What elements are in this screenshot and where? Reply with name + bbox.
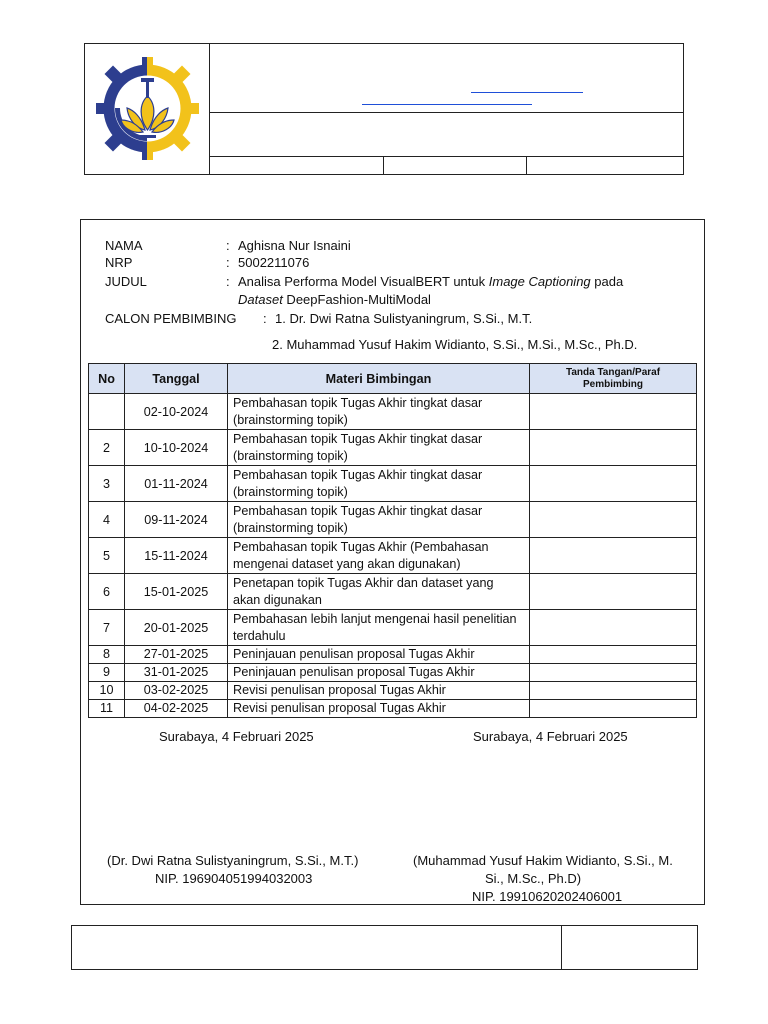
row-date: 10-10-2024 [125,430,228,466]
table-row [89,430,697,466]
header-tanda-tangan: Tanda Tangan/Paraf Pembimbing [530,364,697,394]
row-materi: Revisi penulisan proposal Tugas Akhir [228,700,530,718]
row-no: 10 [89,682,125,700]
header-divider-h1 [209,112,684,113]
table-row [89,700,697,718]
row-signature-cell[interactable] [530,646,697,664]
row-signature-cell[interactable] [530,466,697,502]
row-materi: Peninjauan penulisan proposal Tugas Akhir [228,646,530,664]
row-signature-cell[interactable] [530,700,697,718]
left-place-date: Surabaya, 4 Februari 2025 [159,729,314,744]
right-place-date: Surabaya, 4 Februari 2025 [473,729,628,744]
row-no: 9 [89,664,125,682]
row-no: 3 [89,466,125,502]
row-signature-cell[interactable] [530,610,697,646]
table-header-row [89,364,697,394]
row-signature-cell[interactable] [530,664,697,682]
row-materi: Pembahasan topik Tugas Akhir tingkat dasar (brainstorming topik) [228,430,530,466]
table-row [89,682,697,700]
judul-line-2-italic: Dataset [238,292,283,307]
row-materi: Revisi penulisan proposal Tugas Akhir [228,682,530,700]
table-row [89,394,697,430]
row-signature-cell[interactable] [530,574,697,610]
row-signature-cell[interactable] [530,538,697,574]
judul-line-2-post: DeepFashion-MultiModal [282,292,431,307]
row-date: 15-11-2024 [125,538,228,574]
header-cell-divider-2 [526,156,527,175]
judul-line-1-italic: Image Captioning [488,274,591,289]
header-cell-divider-1 [383,156,384,175]
header-materi: Materi Bimbingan [228,364,530,394]
footer-divider [561,925,562,970]
row-date: 20-01-2025 [125,610,228,646]
header-no: No [89,364,125,394]
calon-pembimbing-label: CALON PEMBIMBING [105,311,237,326]
row-date: 31-01-2025 [125,664,228,682]
row-date: 27-01-2025 [125,646,228,664]
row-no: 2 [89,430,125,466]
judul-line-1-pre: Analisa Performa Model VisualBERT untuk [238,274,489,289]
row-signature-cell[interactable] [530,394,697,430]
nrp-value: 5002211076 [238,255,310,270]
row-materi: Peninjauan penulisan proposal Tugas Akhir [228,664,530,682]
row-date: 09-11-2024 [125,502,228,538]
row-no: 8 [89,646,125,664]
row-no: 11 [89,700,125,718]
right-signer-name-line-2: Si., M.Sc., Ph.D) [485,871,582,886]
right-signer-nip: NIP. 19910620202406001 [472,889,623,904]
pembimbing-1: 1. Dr. Dwi Ratna Sulistyaningrum, S.Si., M.T. [275,311,533,326]
row-materi: Pembahasan topik Tugas Akhir tingkat dasar (brainstorming topik) [228,466,530,502]
nrp-label: NRP [105,255,133,270]
table-row [89,646,697,664]
nrp-colon: : [226,255,230,270]
header-link-underline-2[interactable] [362,104,532,105]
judul-colon: : [226,274,230,289]
table-row [89,664,697,682]
bimbingan-table [88,363,697,718]
row-no: 5 [89,538,125,574]
header-link-underline-1[interactable] [471,92,583,93]
table-row [89,538,697,574]
table-row [89,610,697,646]
header-divider-h2 [209,156,684,157]
row-no: 6 [89,574,125,610]
row-materi: Pembahasan topik Tugas Akhir tingkat dasar (brainstorming topik) [228,394,530,430]
table-row [89,574,697,610]
row-date: 03-02-2025 [125,682,228,700]
calon-pembimbing-colon: : [263,311,267,326]
its-logo-icon [95,56,200,161]
nama-label: NAMA [105,238,143,253]
left-signer-nip: NIP. 196904051994032003 [155,871,313,886]
row-date: 01-11-2024 [125,466,228,502]
row-date: 15-01-2025 [125,574,228,610]
row-materi: Pembahasan topik Tugas Akhir tingkat dasar (brainstorming topik) [228,502,530,538]
judul-line-1-post: pada [590,274,624,289]
row-date: 02-10-2024 [125,394,228,430]
row-date: 04-02-2025 [125,700,228,718]
row-signature-cell[interactable] [530,430,697,466]
right-signer-name-line-1: (Muhammad Yusuf Hakim Widianto, S.Si., M. [413,853,673,868]
row-signature-cell[interactable] [530,502,697,538]
judul-line-2 [238,291,431,308]
row-no: 4 [89,502,125,538]
nama-value: Aghisna Nur Isnaini [238,238,351,253]
row-materi: Pembahasan lebih lanjut mengenai hasil penelitian terdahulu [228,610,530,646]
row-materi: Pembahasan topik Tugas Akhir (Pembahasan mengenai dataset yang akan digunakan) [228,538,530,574]
judul-label: JUDUL [105,274,147,289]
row-signature-cell[interactable] [530,682,697,700]
judul-line-1 [238,273,623,290]
table-row [89,502,697,538]
left-signer-name: (Dr. Dwi Ratna Sulistyaningrum, S.Si., M.T.) [107,853,359,868]
footer-frame [71,925,698,970]
row-no: 7 [89,610,125,646]
table-row [89,466,697,502]
header-tanggal: Tanggal [125,364,228,394]
row-materi: Penetapan topik Tugas Akhir dan dataset yang akan digunakan [228,574,530,610]
pembimbing-2: 2. Muhammad Yusuf Hakim Widianto, S.Si., M.Si., M.Sc., Ph.D. [272,337,638,352]
nama-colon: : [226,238,230,253]
row-no [89,394,125,430]
